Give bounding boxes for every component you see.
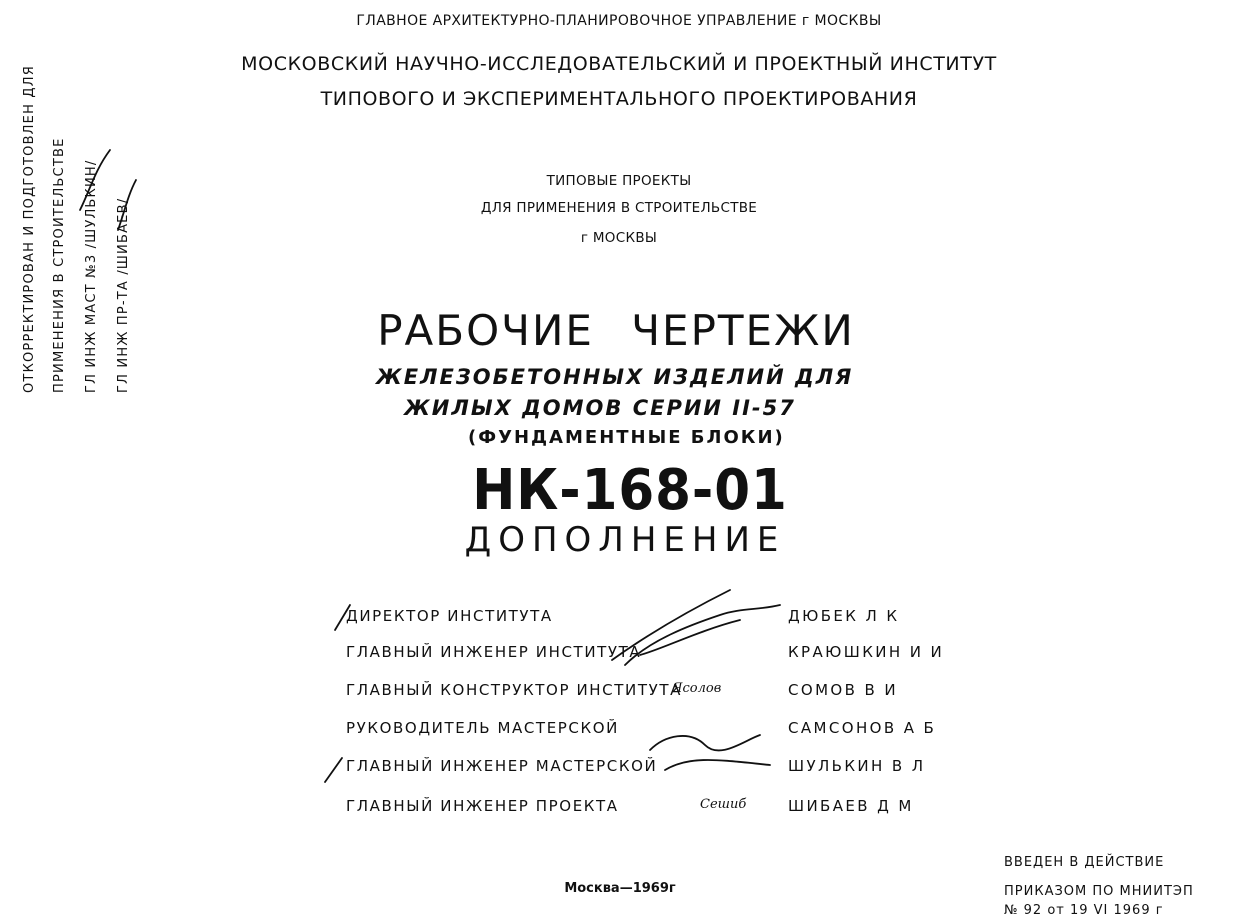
series-line3: г МОСКВЫ [580, 230, 658, 246]
staff-role: ГЛАВНЫЙ ИНЖЕНЕР МАСТЕРСКОЙ [346, 757, 658, 775]
document-title: РАБОЧИЕ ЧЕРТЕЖИ [377, 306, 855, 355]
margin-note-line3: ГЛ ИНЖ МАСТ №3 /ШУЛЬКИН/ [84, 159, 99, 393]
staff-name: СОМОВ В И [788, 681, 898, 699]
staff-row [0, 797, 1238, 823]
staff-signature: Ясолов [672, 681, 722, 696]
place-and-year: Москва—1969г [564, 881, 676, 896]
staff-row [0, 607, 1238, 633]
staff-role: ГЛАВНЫЙ ИНЖЕНЕР ПРОЕКТА [346, 797, 619, 815]
title-subline2: ЖИЛЫХ ДОМОВ СЕРИИ II-57 [404, 396, 796, 420]
institute-name-line2: ТИПОВОГО И ЭКСПЕРИМЕНТАЛЬНОГО ПРОЕКТИРОВАНИЯ [320, 88, 918, 110]
addendum-label: ДОПОЛНЕНИЕ [464, 520, 786, 560]
staff-role: РУКОВОДИТЕЛЬ МАСТЕРСКОЙ [346, 719, 619, 737]
institute-name-line1: МОСКОВСКИЙ НАУЧНО-ИССЛЕДОВАТЕЛЬСКИЙ И ПРОЕКТНЫЙ ИНСТИТУТ [241, 53, 997, 75]
staff-role: ГЛАВНЫЙ КОНСТРУКТОР ИНСТИТУТА [346, 681, 682, 699]
staff-row [0, 643, 1238, 669]
enactment-note-line1: ВВЕДЕН В ДЕЙСТВИЕ [1004, 855, 1165, 870]
staff-row [0, 757, 1238, 783]
staff-role: ГЛАВНЫЙ ИНЖЕНЕР ИНСТИТУТА [346, 643, 642, 661]
margin-note-line2: ПРИМЕНЕНИЯ В СТРОИТЕЛЬСТВЕ [52, 137, 67, 393]
document-code: НК-168-01 [472, 458, 788, 523]
staff-name: ДЮБЕК Л К [788, 607, 900, 625]
margin-note-line1: ОТКОРРЕКТИРОВАН И ПОДГОТОВЛЕН ДЛЯ [22, 65, 37, 393]
staff-name: ШИБАЕВ Д М [788, 797, 914, 815]
staff-signature: Сешиб [700, 797, 747, 812]
governing-authority: ГЛАВНОЕ АРХИТЕКТУРНО-ПЛАНИРОВОЧНОЕ УПРАВЛЕНИЕ г МОСКВЫ [356, 13, 882, 29]
enactment-note-line2: ПРИКАЗОМ ПО МНИИТЭП [1004, 884, 1194, 899]
margin-note-line4: ГЛ ИНЖ ПР-ТА /ШИБАЕВ/ [116, 197, 131, 393]
staff-row [0, 681, 1238, 707]
staff-name: ШУЛЬКИН В Л [788, 757, 926, 775]
series-line1: ТИПОВЫЕ ПРОЕКТЫ [546, 173, 692, 189]
staff-name: КРАЮШКИН И И [788, 643, 945, 661]
staff-name: САМСОНОВ А Б [788, 719, 937, 737]
series-line2: ДЛЯ ПРИМЕНЕНИЯ В СТРОИТЕЛЬСТВЕ [480, 200, 758, 216]
title-subline1: ЖЕЛЕЗОБЕТОННЫХ ИЗДЕЛИЙ ДЛЯ [376, 365, 854, 389]
staff-row [0, 719, 1238, 745]
staff-role: ДИРЕКТОР ИНСТИТУТА [346, 607, 553, 625]
title-subline3: (ФУНДАМЕНТНЫЕ БЛОКИ) [468, 427, 785, 448]
enactment-note-line3: № 92 от 19 VI 1969 г [1004, 903, 1164, 918]
